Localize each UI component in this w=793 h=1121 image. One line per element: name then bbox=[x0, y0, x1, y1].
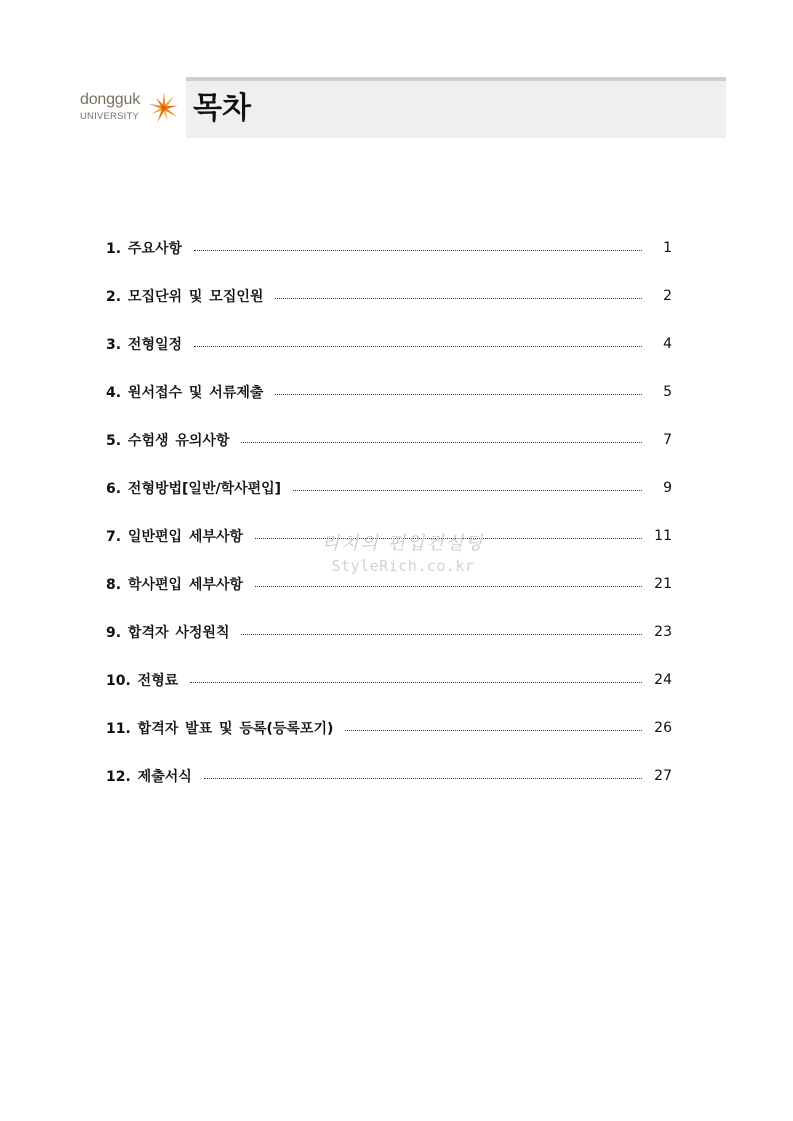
toc-entry-title: 8. 학사편입 세부사항 bbox=[106, 577, 243, 593]
toc-entry-page-number: 5 bbox=[663, 384, 672, 400]
sunburst-logo-icon bbox=[146, 90, 182, 126]
toc-entry-title: 6. 전형방법[일반/학사편입] bbox=[106, 481, 282, 497]
toc-entry[interactable] bbox=[106, 224, 672, 272]
toc-dot-leader bbox=[345, 730, 642, 731]
title-bar bbox=[186, 77, 726, 138]
toc-dot-leader bbox=[241, 442, 642, 443]
page-title: 목차 bbox=[193, 91, 251, 126]
watermark-line-1: 리치의 편입컨설팅 bbox=[321, 533, 485, 554]
toc-dot-leader bbox=[204, 778, 642, 779]
toc-entry-title: 7. 일반편입 세부사항 bbox=[106, 529, 243, 545]
toc-dot-leader bbox=[194, 250, 642, 251]
toc-dot-leader bbox=[255, 538, 642, 539]
toc-entry-page-number: 7 bbox=[663, 432, 672, 448]
toc-entry-title: 11. 합격자 발표 및 등록(등록포기) bbox=[106, 721, 334, 737]
toc-entry-title: 3. 전형일정 bbox=[106, 337, 183, 353]
toc-entry-page-number: 2 bbox=[663, 288, 672, 304]
toc-entry-title: 10. 전형료 bbox=[106, 673, 179, 689]
logo-wordmark: dongguk bbox=[80, 91, 140, 108]
toc-dot-leader bbox=[275, 298, 642, 299]
logo-subtitle: UNIVERSITY bbox=[80, 111, 140, 122]
table-of-contents bbox=[106, 224, 672, 800]
toc-dot-leader bbox=[194, 346, 642, 347]
toc-entry[interactable] bbox=[106, 464, 672, 512]
toc-entry[interactable] bbox=[106, 704, 672, 752]
toc-entry[interactable] bbox=[106, 416, 672, 464]
toc-entry-page-number: 27 bbox=[654, 768, 672, 784]
toc-entry-title: 2. 모집단위 및 모집인원 bbox=[106, 289, 264, 305]
toc-entry-page-number: 4 bbox=[663, 336, 672, 352]
toc-dot-leader bbox=[293, 490, 642, 491]
toc-dot-leader bbox=[190, 682, 642, 683]
toc-entry-page-number: 11 bbox=[654, 528, 672, 544]
toc-entry[interactable] bbox=[106, 320, 672, 368]
toc-entry-title: 12. 제출서식 bbox=[106, 769, 192, 785]
toc-entry-page-number: 23 bbox=[654, 624, 672, 640]
toc-dot-leader bbox=[241, 634, 642, 635]
watermark-line-2: StyleRich.co.kr bbox=[331, 557, 475, 575]
toc-entry-page-number: 26 bbox=[654, 720, 672, 736]
toc-entry-page-number: 21 bbox=[654, 576, 672, 592]
toc-dot-leader bbox=[255, 586, 642, 587]
toc-entry-title: 4. 원서접수 및 서류제출 bbox=[106, 385, 264, 401]
toc-entry[interactable] bbox=[106, 752, 672, 800]
toc-entry-title: 5. 수험생 유의사항 bbox=[106, 433, 230, 449]
toc-entry-page-number: 24 bbox=[654, 672, 672, 688]
toc-entry-page-number: 9 bbox=[663, 480, 672, 496]
university-logo bbox=[80, 90, 184, 126]
toc-entry[interactable] bbox=[106, 272, 672, 320]
toc-entry-title: 1. 주요사항 bbox=[106, 241, 183, 257]
toc-entry[interactable] bbox=[106, 656, 672, 704]
toc-entry[interactable] bbox=[106, 608, 672, 656]
toc-entry[interactable] bbox=[106, 560, 672, 608]
toc-dot-leader bbox=[275, 394, 642, 395]
toc-entry-title: 9. 합격자 사정원칙 bbox=[106, 625, 230, 641]
toc-entry-page-number: 1 bbox=[663, 240, 672, 256]
toc-entry[interactable] bbox=[106, 512, 672, 560]
toc-entry[interactable] bbox=[106, 368, 672, 416]
